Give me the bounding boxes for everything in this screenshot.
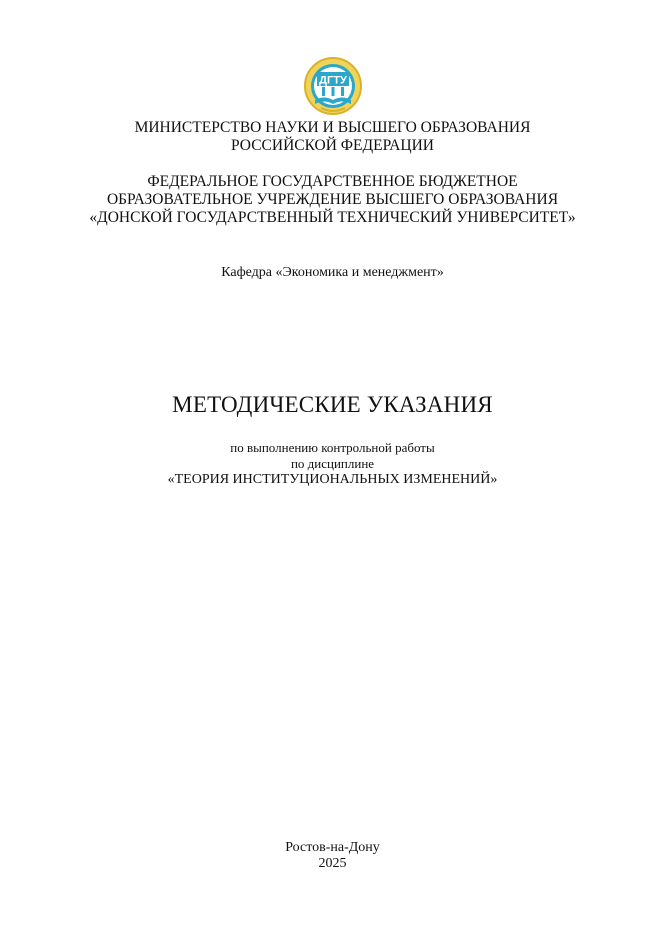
document-title: МЕТОДИЧЕСКИЕ УКАЗАНИЯ [172, 392, 493, 417]
department-name: Кафедра «Экономика и менеджмент» [221, 265, 444, 280]
publication-year: 2025 [318, 856, 347, 871]
ministry-line: РОССИЙСКОЙ ФЕДЕРАЦИИ [231, 137, 434, 154]
emblem-column [322, 87, 325, 96]
institution-line: ФЕДЕРАЛЬНОЕ ГОСУДАРСТВЕННОЕ БЮДЖЕТНОЕ [147, 173, 518, 190]
institution-line: ОБРАЗОВАТЕЛЬНОЕ УЧРЕЖДЕНИЕ ВЫСШЕГО ОБРАЗОВАНИЯ [106, 191, 559, 208]
emblem-column [332, 87, 335, 96]
emblem-text: ДГТУ [319, 74, 347, 87]
discipline-name: «ТЕОРИЯ ИНСТИТУЦИОНАЛЬНЫХ ИЗМЕНЕНИЙ» [167, 472, 498, 487]
subtitle-line: по выполнению контрольной работы [230, 440, 435, 455]
publication-info [0, 840, 665, 872]
publication-city: Ростов-на-Дону [285, 840, 380, 855]
emblem-column [341, 87, 344, 96]
subtitle-line: по дисциплине [290, 456, 375, 471]
institution-line: «ДОНСКОЙ ГОСУДАРСТВЕННЫЙ ТЕХНИЧЕСКИЙ УНИВЕРСИТЕТ» [89, 209, 576, 226]
document-subtitle [0, 440, 665, 488]
ministry-header [0, 119, 665, 155]
ministry-line: МИНИСТЕРСТВО НАУКИ И ВЫСШЕГО ОБРАЗОВАНИЯ [134, 119, 531, 136]
institution-header [0, 173, 665, 227]
university-emblem-icon [303, 56, 363, 118]
